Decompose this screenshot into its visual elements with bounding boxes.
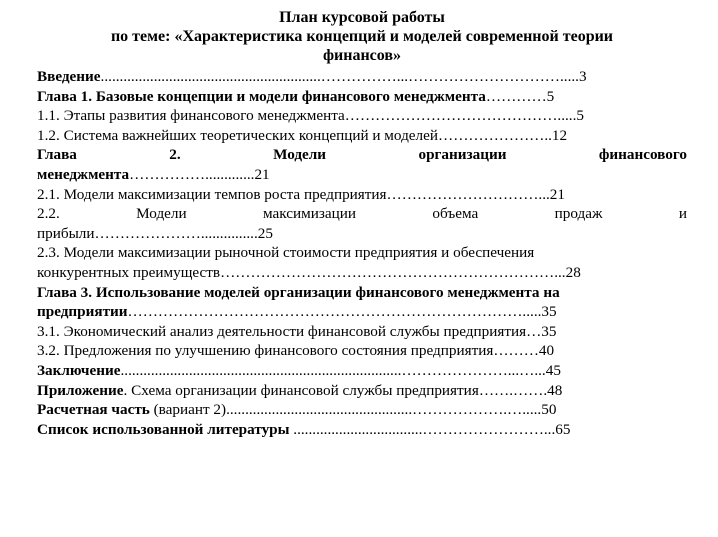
toc-label: 3.1. Экономический анализ деятельности финансовой службы предприятия [37, 322, 527, 340]
toc-page: 12 [551, 126, 568, 144]
toc-entry-appendix [37, 381, 687, 401]
toc-dots: ……………………………………………………………………..... [127, 303, 542, 321]
toc-dots: …….……. [478, 381, 548, 399]
toc-word: Модели [273, 146, 327, 164]
toc-page: 21 [549, 185, 565, 203]
toc-entry-section-2-1 [37, 185, 687, 205]
toc-dots: ………………….. [438, 126, 552, 144]
document-page [37, 8, 687, 439]
toc-word: организации [418, 146, 507, 164]
toc-word: Глава [37, 146, 77, 164]
toc-label-bold: Расчетная часть [37, 401, 150, 419]
toc-dots: …………………............... [94, 224, 258, 242]
toc-entry-chapter-1 [37, 87, 687, 107]
toc-label: менеджмента [37, 165, 130, 183]
title-line-1: План курсовой работы [279, 9, 445, 26]
toc-page: 35 [541, 303, 557, 321]
toc-dots: …………………………………………………………... [220, 263, 566, 281]
toc-page: 50 [541, 401, 557, 419]
toc-dots: ……………………………………..... [344, 107, 577, 125]
toc-entry-introduction [37, 67, 687, 87]
toc-entry-calculation [37, 400, 687, 420]
toc-label-line-2 [37, 263, 687, 283]
toc-label-rest: . Схема организации финансовой службы предприятия [123, 381, 479, 399]
toc-entry-chapter-3 [37, 283, 687, 322]
toc-label-bold: Приложение [37, 381, 124, 399]
toc-label: 1.2. Система важнейших теоретических концепций и моделей [37, 126, 438, 144]
toc-entry-section-2-3 [37, 243, 687, 282]
toc-word: объема [432, 205, 479, 223]
toc-dots: .................................................……………….…..... [226, 401, 542, 419]
toc-page: 45 [545, 361, 561, 379]
toc-label-line-1 [37, 145, 687, 165]
toc-word: 2. [169, 146, 181, 164]
toc-dots: ……… [493, 342, 539, 360]
toc-label: прибыли [37, 224, 95, 242]
toc-label-line-2 [37, 224, 687, 244]
toc-label: Список использованной литературы [37, 420, 290, 438]
toc-dots: …………………………... [386, 185, 550, 203]
toc-label-line-1: 2.3. Модели максимизации рыночной стоимости предприятия и обеспечения [37, 244, 535, 262]
toc-dots: ………… [485, 87, 547, 105]
toc-page: 65 [555, 420, 571, 438]
toc-entry-conclusion [37, 361, 687, 381]
toc-entry-references [37, 420, 687, 440]
toc-dots: ..................................……………………... [289, 420, 556, 438]
toc-label: конкурентных преимуществ [37, 263, 221, 281]
toc-label: 2.1. Модели максимизации темпов роста предприятия [37, 185, 387, 203]
toc-page: 5 [576, 107, 584, 125]
toc-entry-section-3-1 [37, 322, 687, 342]
toc-entry-section-1-2 [37, 126, 687, 146]
toc-dots: … [526, 322, 542, 340]
toc-label-line-1 [37, 204, 687, 224]
toc-page: 40 [538, 342, 555, 360]
toc-entry-section-3-2 [37, 341, 687, 361]
toc-word: продаж [554, 205, 603, 223]
document-title [37, 8, 687, 65]
toc-label-line-2 [37, 165, 687, 185]
toc-page: 28 [565, 263, 581, 281]
toc-label: 1.1. Этапы развития финансового менеджмента [37, 107, 345, 125]
toc-word: и [678, 205, 687, 223]
toc-label: Введение [37, 68, 101, 85]
toc-label: Глава 1. Базовые концепции и модели финансового менеджмента [37, 87, 486, 105]
title-line-3: финансов» [322, 47, 402, 64]
toc-word: финансового [598, 146, 687, 164]
toc-word: Модели [136, 205, 187, 223]
toc-page: 48 [547, 381, 563, 399]
toc-label-line-1: Глава 3. Использование моделей организации финансового менеджмента на [37, 283, 560, 301]
toc-entry-chapter-2 [37, 145, 687, 184]
toc-page: 25 [257, 224, 273, 242]
toc-dots: ……………............. [129, 165, 255, 183]
toc-entry-section-1-1 [37, 106, 687, 126]
title-line-2: по теме: «Характеристика концепций и моделей современной теории [110, 28, 614, 45]
toc-page: 3 [578, 68, 587, 85]
toc-dots: ..........................................................................…………………...…... [120, 361, 546, 379]
toc-label: 3.2. Предложения по улучшению финансового состояния предприятия [37, 342, 494, 360]
toc-page: 5 [546, 87, 555, 105]
toc-label-line-2 [37, 302, 687, 322]
toc-label: предприятии [37, 303, 128, 321]
toc-dots: ..........................................................……………...…………………………..... [100, 68, 579, 85]
toc-label: Заключение [37, 361, 121, 379]
toc-word: максимизации [263, 205, 357, 223]
toc-word: 2.2. [37, 205, 60, 223]
toc-label-rest: (вариант 2) [149, 401, 227, 419]
table-of-contents [37, 67, 687, 439]
toc-page: 21 [254, 165, 270, 183]
toc-page: 35 [541, 322, 557, 340]
toc-entry-section-2-2 [37, 204, 687, 243]
